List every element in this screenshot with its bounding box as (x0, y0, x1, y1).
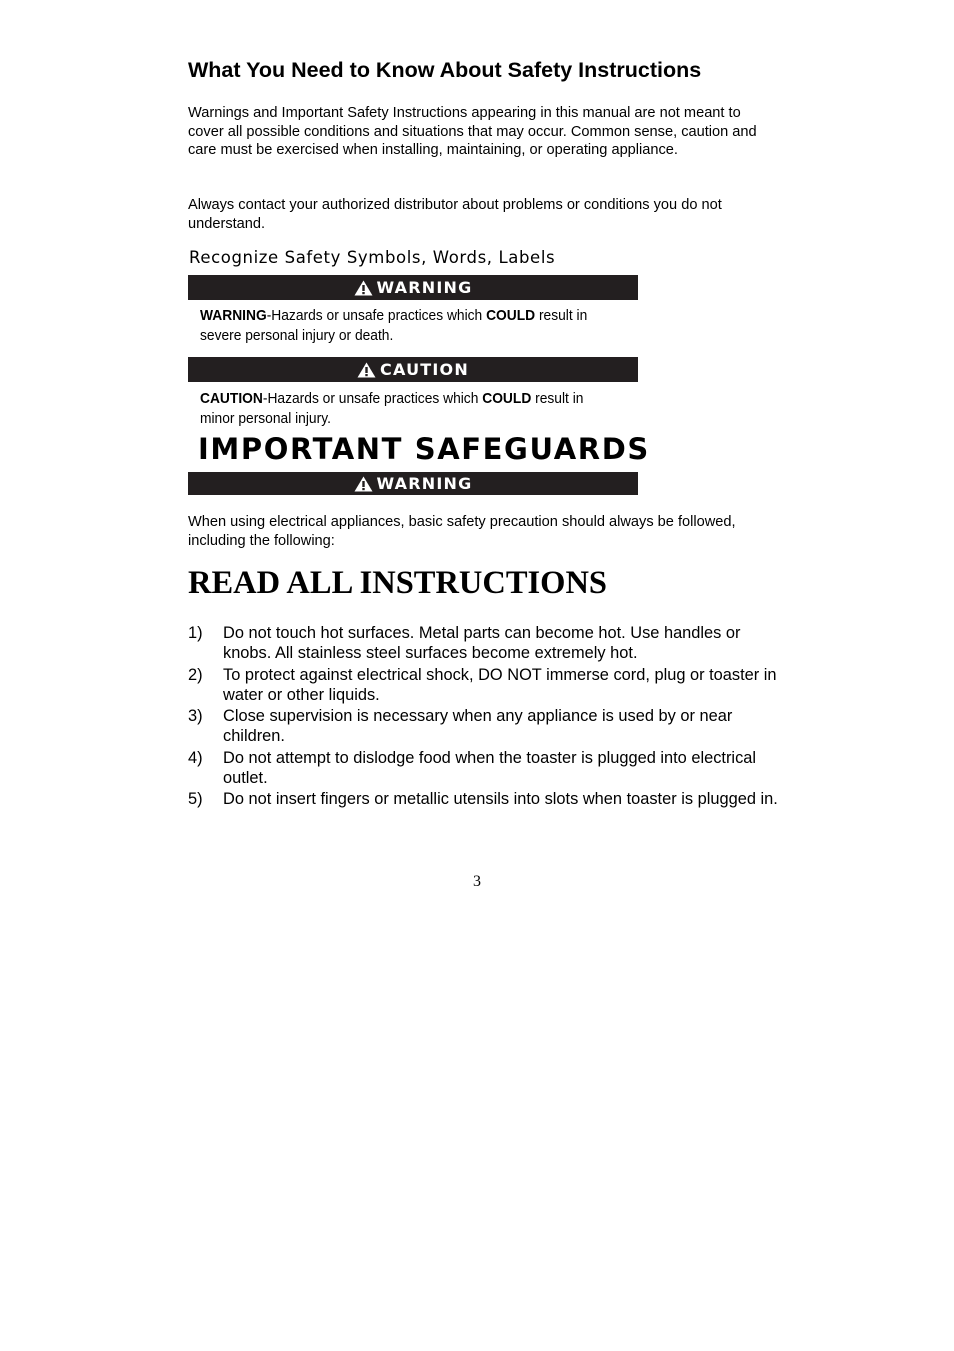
list-item (188, 748, 778, 789)
caution-desc-before: -Hazards or unsafe practices which (262, 390, 483, 407)
warning-definition (200, 306, 605, 346)
section-title: What You Need to Know About Safety Instructions (188, 58, 702, 82)
warning-desc-after: result in severe personal injury or death. (200, 307, 588, 344)
list-item (188, 665, 778, 706)
list-item (188, 706, 778, 747)
read-all-instructions-title: READ ALL INSTRUCTIONS (188, 565, 608, 601)
list-item-text: Do not attempt to dislodge food when the toaster is plugged into electrical outlet. (223, 748, 757, 788)
warning-bar-text: WARNING (376, 278, 473, 297)
instructions-list (188, 623, 778, 811)
warning-term: WARNING (200, 307, 267, 324)
list-item-text: Do not insert fingers or metallic utensils into slots when toaster is plugged in. (223, 790, 778, 809)
list-item (188, 789, 778, 809)
page-number: 3 (473, 873, 481, 890)
recognize-heading: Recognize Safety Symbols, Words, Labels (189, 248, 556, 267)
caution-desc-after: result in minor personal injury. (200, 390, 584, 427)
warning-triangle-icon (357, 362, 376, 378)
warning-triangle-icon (354, 280, 373, 296)
warning-bar (188, 275, 638, 300)
list-item-number: 3) (188, 707, 203, 726)
caution-definition (200, 389, 605, 429)
list-item-number: 1) (188, 624, 203, 642)
list-item-text: To protect against electrical shock, DO NOT immerse cord, plug or toaster in water or other liquids. (223, 665, 777, 704)
caution-term: CAUTION (200, 390, 263, 407)
caution-bar-text: CAUTION (380, 360, 469, 379)
list-item (188, 623, 778, 664)
warning-triangle-icon (354, 476, 373, 492)
safeguards-bar-text: WARNING (376, 474, 473, 493)
intro-paragraph-1: Warnings and Important Safety Instructions appearing in this manual are not meant to cover all possible conditions and situations that may occur. Common sense, caution and care must be exercised when installing, maintaining, or operating appliance. (188, 105, 757, 158)
warning-desc-before: -Hazards or unsafe practices which (266, 307, 487, 324)
list-item-text: Close supervision is necessary when any appliance is used by or near children. (223, 707, 733, 746)
precaution-paragraph: When using electrical appliances, basic safety precaution should always be followed, including the following: (188, 514, 736, 549)
important-safeguards-title: IMPORTANT SAFEGUARDS (198, 432, 650, 466)
list-item-number: 2) (188, 665, 203, 684)
safeguards-warning-bar (188, 472, 638, 495)
caution-bar (188, 357, 638, 382)
list-item-number: 4) (188, 748, 203, 767)
intro-paragraph-2: Always contact your authorized distributor about problems or conditions you do not understand. (188, 197, 722, 232)
list-item-number: 5) (188, 790, 203, 809)
caution-emphasis: COULD (482, 390, 532, 407)
list-item-text: Do not touch hot surfaces. Metal parts can become hot. Use handles or knobs. All stainless steel surfaces become extremely hot. (223, 624, 741, 663)
warning-emphasis: COULD (486, 307, 536, 324)
